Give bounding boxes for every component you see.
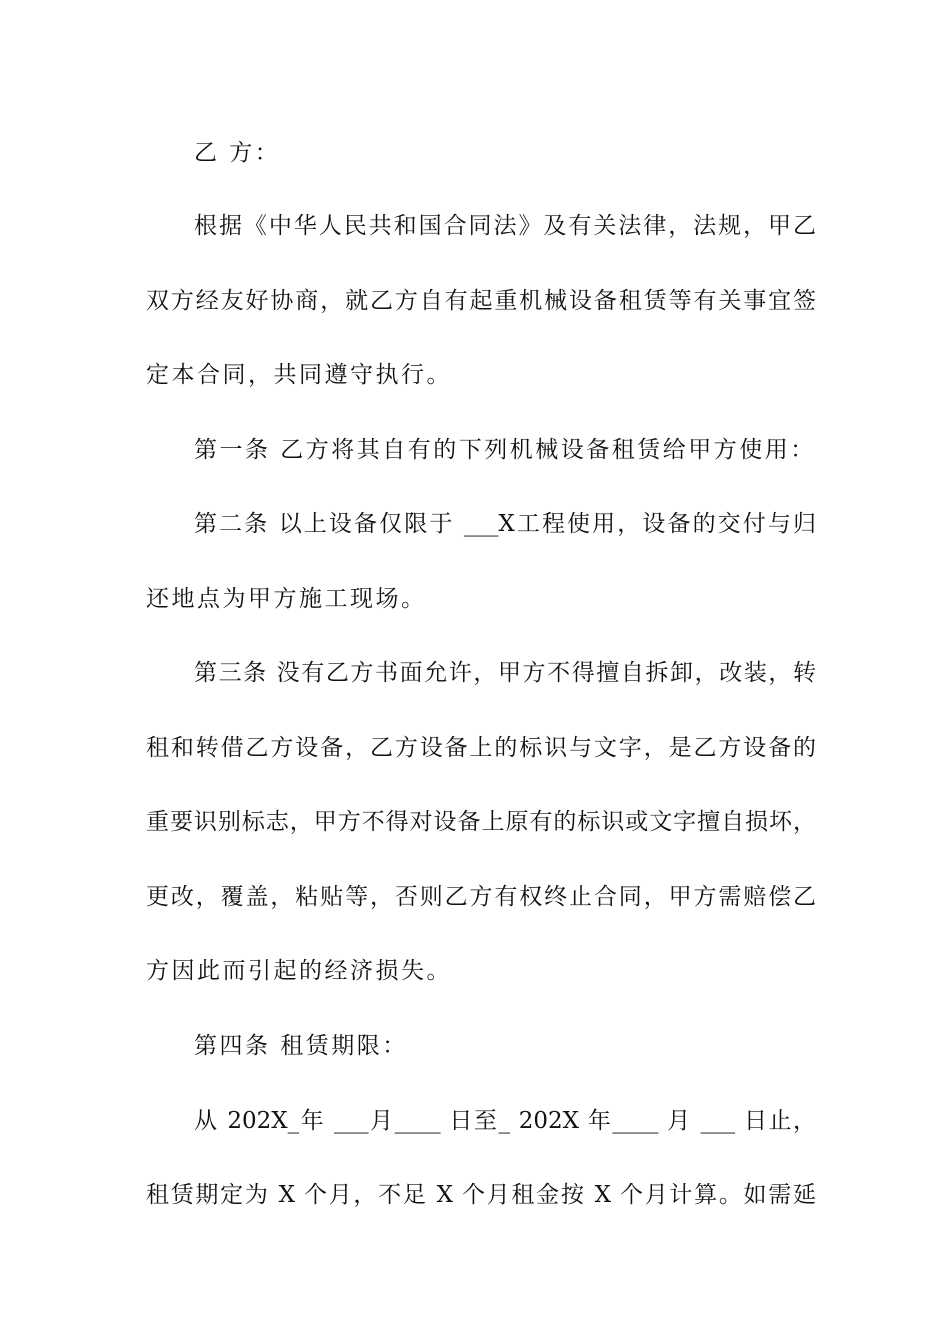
preamble-line-3: 定本合同，共同遵守执行。 (146, 362, 452, 388)
article-3-line-2: 租和转借乙方设备，乙方设备上的标识与文字，是乙方设备的 (146, 735, 816, 761)
preamble-line-1: 根据《中华人民共和国合同法》及有关法律，法规，甲乙 (194, 213, 816, 239)
article-4-line-1: 第四条 租赁期限： (194, 1033, 408, 1059)
article-1-line-1: 第一条 乙方将其自有的下列机械设备租赁给甲方使用： (194, 437, 816, 463)
article-2-line-2: 还地点为甲方施工现场。 (146, 586, 427, 612)
article-2-line-1: 第二条 以上设备仅限于 ___X工程使用，设备的交付与归 (194, 511, 816, 537)
article-3-line-4: 更改，覆盖，粘贴等，否则乙方有权终止合同，甲方需赔偿乙 (146, 884, 816, 910)
article-3-line-5: 方因此而引起的经济损失。 (146, 958, 452, 984)
article-4-line-2: 从 202X_年 ___月____ 日至_ 202X 年____ 月 ___ 日止， (194, 1108, 816, 1134)
preamble-line-2: 双方经友好协商，就乙方自有起重机械设备租赁等有关事宜签 (146, 288, 816, 314)
article-4-line-3: 租赁期定为 X 个月，不足 X 个月租金按 X 个月计算。如需延 (146, 1182, 816, 1208)
party-b-label: 乙 方： (194, 140, 281, 166)
article-3-line-3: 重要识别标志，甲方不得对设备上原有的标识或文字擅自损坏， (146, 809, 816, 835)
article-3-line-1: 第三条 没有乙方书面允许，甲方不得擅自拆卸，改装，转 (194, 660, 816, 686)
